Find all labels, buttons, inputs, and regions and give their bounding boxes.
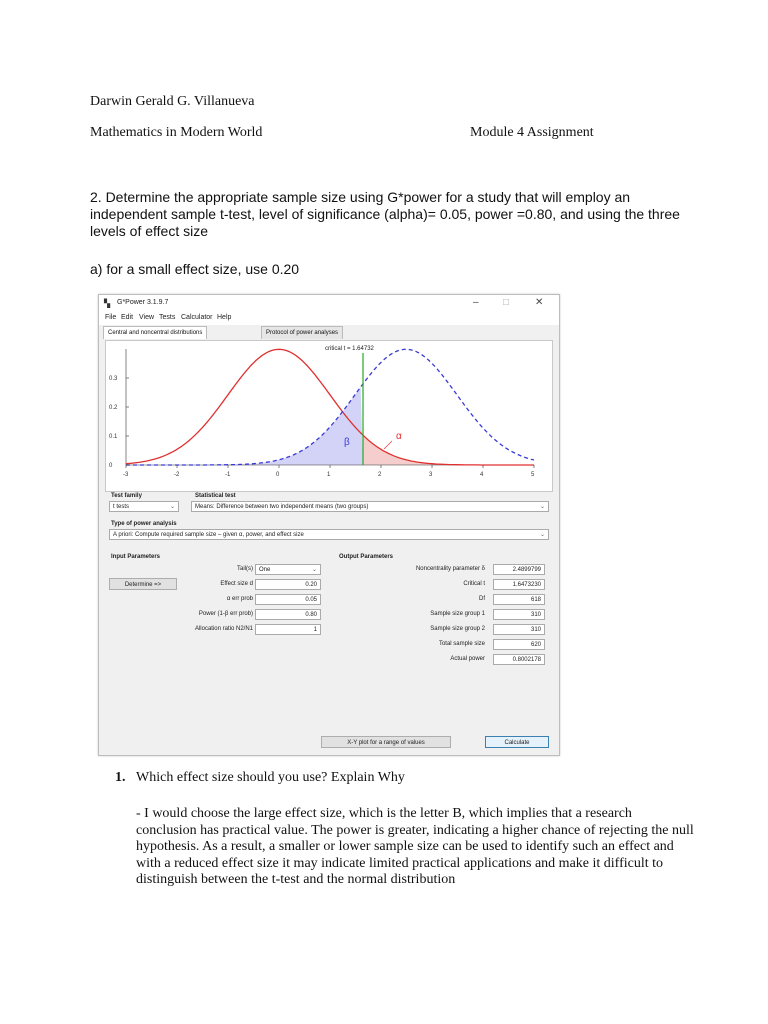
x-ticks [123, 465, 535, 478]
df-label: Df [479, 596, 485, 602]
chevron-down-icon: ⌄ [539, 504, 545, 510]
output-parameters-label: Output Parameters [339, 554, 394, 560]
input-parameters-label: Input Parameters [111, 554, 161, 560]
course-title: Mathematics in Modern World [90, 125, 263, 140]
answer-text: - I would choose the large effect size, which is the letter B, which implies that a research conclusion has practical value. The power is greater, indicating a higher chance of rejecting the null hypothesis. As a result, a smaller or lower sample size can be used to identify such an effect and with a reduced effect size it may indicate limited practical applications and make it difficult to distinguish between the t-test and the normal distribution [136, 806, 694, 887]
menu-tests[interactable]: Tests [159, 314, 176, 321]
effect-size-input[interactable]: 0.20 [255, 579, 321, 590]
actual-power-label: Actual power [450, 656, 485, 662]
maximize-icon[interactable]: □ [503, 297, 510, 308]
alpha-label: α [396, 431, 402, 442]
menu-file[interactable]: File [105, 314, 117, 321]
df-value: 618 [493, 594, 545, 605]
statistical-test-select[interactable] [191, 501, 549, 512]
effect-size-label: Effect size d [220, 581, 253, 587]
x-tick-label: 3 [429, 472, 433, 478]
menu-help[interactable]: Help [217, 314, 232, 321]
type-of-analysis-select[interactable] [109, 529, 549, 540]
sample-size-group1-label: Sample size group 1 [430, 611, 485, 617]
x-tick-label: -3 [123, 472, 129, 478]
chevron-down-icon: ⌄ [539, 532, 545, 538]
determine-button[interactable]: Determine => [109, 578, 177, 590]
alpha-pointer [384, 441, 392, 449]
sample-size-group1-value: 310 [493, 609, 545, 620]
statistical-test-value: Means: Difference between two independent means (two groups) [195, 504, 369, 510]
x-tick-label: 1 [327, 472, 331, 478]
menu-calculator[interactable]: Calculator [181, 314, 213, 321]
xy-plot-button[interactable]: X-Y plot for a range of values [321, 736, 451, 748]
menu-bar [99, 313, 559, 325]
type-of-analysis-label: Type of power analysis [111, 521, 177, 527]
question-text: 2. Determine the appropriate sample size using G*power for a study that will employ an independent sample t-test, level of significance (alpha)= 0.05, power =0.80, and using the three levels of effect size [90, 189, 680, 239]
calculate-button[interactable]: Calculate [485, 736, 549, 748]
chevron-down-icon: ⌄ [169, 504, 175, 510]
power-label: Power (1-β err prob) [198, 611, 253, 617]
actual-power-value: 0.8002178 [493, 654, 545, 665]
power-input[interactable]: 0.80 [255, 609, 321, 620]
y-tick-label: 0.1 [109, 434, 118, 440]
question-1-text: Which effect size should you use? Explain Why [136, 770, 405, 785]
critical-t-output-label: Critical t [463, 581, 485, 587]
beta-region [126, 387, 363, 465]
test-family-value: t tests [113, 504, 130, 510]
close-icon[interactable]: ✕ [535, 297, 544, 308]
type-of-analysis-value: A priori: Compute required sample size – given α, power, and effect size [113, 532, 304, 538]
allocation-ratio-input[interactable]: 1 [255, 624, 321, 635]
author-name: Darwin Gerald G. Villanueva [90, 94, 255, 109]
y-tick-label: 0.3 [109, 376, 118, 382]
x-tick-label: 4 [480, 472, 484, 478]
sample-size-group2-value: 310 [493, 624, 545, 635]
question-number: 1. [115, 770, 126, 785]
x-tick-label: 0 [276, 472, 280, 478]
tab-protocol[interactable]: Protocol of power analyses [261, 326, 343, 339]
noncentrality-value: 2.4899799 [493, 564, 545, 575]
x-tick-label: -2 [174, 472, 180, 478]
test-family-label: Test family [111, 493, 142, 499]
tails-label: Tail(s) [237, 566, 253, 572]
menu-view[interactable]: View [139, 314, 155, 321]
x-tick-label: 5 [531, 472, 535, 478]
chevron-down-icon: ⌄ [311, 567, 317, 573]
noncentrality-label: Noncentrality parameter δ [415, 566, 485, 572]
statistical-test-label: Statistical test [195, 493, 236, 499]
critical-t-label: critical t = 1.64732 [325, 346, 374, 352]
allocation-ratio-label: Allocation ratio N2/N1 [194, 626, 253, 632]
tails-value: One [259, 567, 271, 573]
x-tick-label: 2 [378, 472, 382, 478]
distribution-plot [105, 340, 553, 492]
sample-size-group2-label: Sample size group 2 [430, 626, 485, 632]
test-family-select[interactable] [109, 501, 179, 512]
window-title: G*Power 3.1.9.7 [117, 299, 169, 306]
tab-distributions[interactable]: Central and noncentral distributions [103, 326, 207, 339]
module-title: Module 4 Assignment [470, 125, 594, 140]
critical-t-value: 1.6473230 [493, 579, 545, 590]
beta-label: β [344, 437, 350, 448]
y-tick-label: 0 [109, 463, 113, 469]
part-a-text: a) for a small effect size, use 0.20 [90, 261, 300, 277]
gpower-window [98, 294, 560, 756]
alpha-err-input[interactable]: 0.05 [255, 594, 321, 605]
distribution-svg [106, 341, 552, 491]
app-icon: ▚ [104, 299, 111, 308]
tails-select[interactable] [255, 564, 321, 575]
title-bar [99, 295, 559, 313]
y-tick-label: 0.2 [109, 405, 118, 411]
alpha-err-label: α err prob [226, 596, 253, 602]
total-sample-size-label: Total sample size [438, 641, 485, 647]
minimize-icon[interactable]: – [473, 297, 479, 308]
menu-edit[interactable]: Edit [121, 314, 134, 321]
total-sample-size-value: 620 [493, 639, 545, 650]
x-tick-label: -1 [225, 472, 231, 478]
